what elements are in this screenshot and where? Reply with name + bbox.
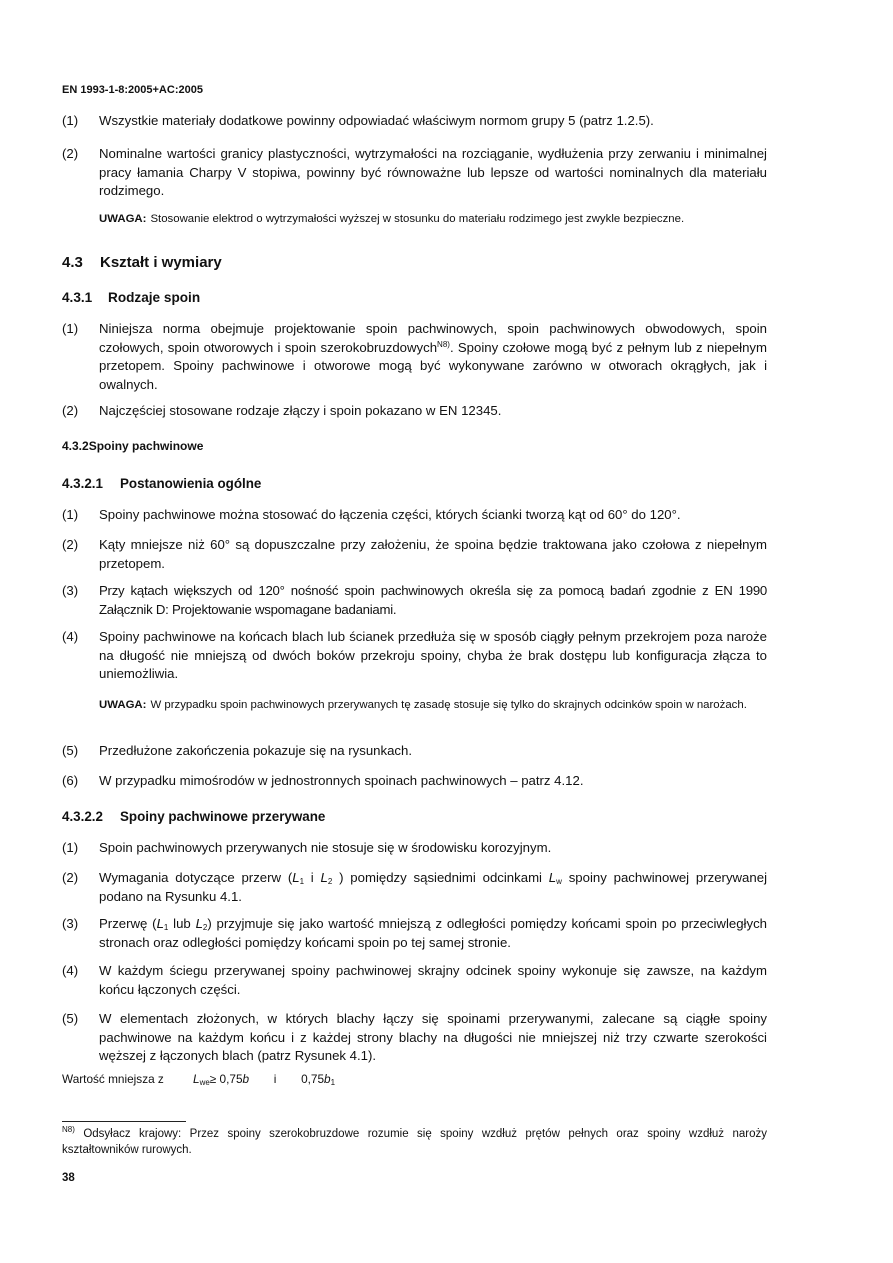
paragraph-number: (3) <box>62 583 79 598</box>
section-title: Kształt i wymiary <box>100 254 222 271</box>
page-number: 38 <box>62 1172 75 1184</box>
section-heading-4-3-1 <box>62 290 200 305</box>
paragraph-text: Nominalne wartości granicy plastyczności, wytrzymałości na rozciąganie, wydłużenia przy zerwaniu i minimalnej pracy łamania Charpy V stopiwa, powinny być równoważne lub lepsze od wartości nominalnych dla materiału rodzimego. <box>99 146 767 199</box>
paragraph-number: (4) <box>62 963 79 978</box>
formula-line <box>62 1072 335 1086</box>
paragraph-d5 <box>62 1010 767 1066</box>
document-header: EN 1993-1-8:2005+AC:2005 <box>62 84 203 96</box>
paragraph-text: Spoiny pachwinowe można stosować do łączenia części, których ścianki tworzą kąt od 60° do 120°. <box>99 507 681 522</box>
paragraph-d1 <box>62 839 767 858</box>
paragraph-b1 <box>62 320 767 394</box>
paragraph-a2 <box>62 145 767 201</box>
paragraph-d3 <box>62 915 767 952</box>
paragraph-text: Najczęściej stosowane rodzaje złączy i spoin pokazano w EN 12345. <box>99 403 502 418</box>
paragraph-text: Spoin pachwinowych przerywanych nie stosuje się w środowisku korozyjnym. <box>99 840 552 855</box>
section-heading-4-3 <box>62 254 222 271</box>
section-number: 4.3.2.1 <box>62 476 103 491</box>
paragraph-c2 <box>62 536 767 573</box>
section-number: 4.3 <box>62 254 83 271</box>
section-title: Spoiny pachwinowe przerywane <box>120 809 326 824</box>
paragraph-d2 <box>62 869 767 906</box>
note-text: W przypadku spoin pachwinowych przerywanych tę zasadę stosuje się tylko do skrajnych odcinków spoin w narożach. <box>150 699 747 711</box>
footnote-divider <box>62 1121 186 1122</box>
paragraph-text: Spoiny pachwinowe na końcach blach lub ścianek przedłuża się w sposób ciągły pełnym przekrojem poza naroże na długość nie mniejszą od dwóch boków przekroju spoiny, chyba że brak dostępu lub konfiguracja złącza to uniemożliwia. <box>99 629 767 682</box>
section-title: Postanowienia ogólne <box>120 476 262 491</box>
paragraph-text: Przedłużone zakończenia pokazuje się na rysunkach. <box>99 743 413 758</box>
paragraph-text: Wymagania dotyczące przerw ($L_1$ i $L_2$ ) pomiędzy sąsiednimi odcinkami $L_w$ spoiny pachwinowej przerywanej podano na Rysunku 4.1. <box>99 870 767 904</box>
paragraph-number: (1) <box>62 113 79 128</box>
paragraph-text: Niniejsza norma obejmuje projektowanie spoin pachwinowych, spoin pachwinowych obwodowych, spoin czołowych, spoin otworowych i spoin szerokobruzdowych$^{N8)}$. Spoiny czołowe mogą być z pełnym lub z niepełnym przetopem. Spoiny pachwinowe i otworowe mogą być wykonywane zarówno w otworach okrągłych, jak i owalnych. <box>99 321 767 392</box>
formula-expression-2: $0,75b_1$ <box>301 1072 336 1087</box>
paragraph-number: (5) <box>62 1011 79 1026</box>
footnote-ref: N8) <box>437 339 450 349</box>
note-1 <box>99 211 767 228</box>
paragraph-b2 <box>62 402 767 421</box>
paragraph-text: W elementach złożonych, w których blachy łączy się spoinami przerywanymi, zalecane są ciągłe spoiny pachwinowe na każdym końcu i z każdej strony blachy na długości nie mniejszej niż trzy czwarte szerokości węższej z łączonych blach (patrz Rysunek 4.1). <box>99 1011 767 1064</box>
paragraph-number: (2) <box>62 537 79 552</box>
note-label: UWAGA: <box>99 699 147 711</box>
formula-lead: Wartość mniejsza z <box>62 1072 164 1086</box>
note-label: UWAGA: <box>99 213 147 225</box>
section-heading-4-3-2-1 <box>62 476 261 491</box>
section-number: 4.3.2 <box>62 439 89 453</box>
footnote-text: Odsyłacz krajowy: Przez spoiny szerokobruzdowe rozumie się spoiny wzdłuż prętów pełnych oraz spoiny wzdłuż naroży kształtowników rurowych. <box>62 1128 767 1156</box>
paragraph-a1 <box>62 112 767 131</box>
paragraph-number: (4) <box>62 629 79 644</box>
formula-expression: $L_{we}\ge 0,75b$ <box>193 1072 250 1087</box>
paragraph-d4 <box>62 962 767 999</box>
section-number: 4.3.1 <box>62 290 93 305</box>
paragraph-number: (1) <box>62 507 79 522</box>
section-heading-4-3-2 <box>62 439 203 453</box>
paragraph-c1 <box>62 506 767 525</box>
paragraph-number: (3) <box>62 916 79 931</box>
paragraph-number: (2) <box>62 146 79 161</box>
paragraph-text: W przypadku mimośrodów w jednostronnych spoinach pachwinowych – patrz 4.12. <box>99 773 584 788</box>
paragraph-number: (2) <box>62 403 79 418</box>
paragraph-c6 <box>62 772 767 791</box>
paragraph-c4 <box>62 628 767 684</box>
paragraph-number: (5) <box>62 743 79 758</box>
section-number: 4.3.2.2 <box>62 809 103 824</box>
footnote-marker: N8) <box>62 1125 75 1134</box>
note-text: Stosowanie elektrod o wytrzymałości wyższej w stosunku do materiału rodzimego jest zwykle bezpieczne. <box>150 213 685 225</box>
paragraph-c3 <box>62 582 767 619</box>
paragraph-text: W każdym ściegu przerywanej spoiny pachwinowej skrajny odcinek spoiny wykonuje się zawsze, na każdym końcu łączonych części. <box>99 963 767 997</box>
paragraph-text: Kąty mniejsze niż 60° są dopuszczalne przy założeniu, że spoina będzie traktowana jako czołowa z niepełnym przetopem. <box>99 537 767 571</box>
formula-and: i <box>273 1072 277 1086</box>
section-title: Spoiny pachwinowe <box>88 439 204 453</box>
paragraph-number: (2) <box>62 870 79 885</box>
paragraph-number: (1) <box>62 321 79 336</box>
section-title: Rodzaje spoin <box>108 290 201 305</box>
note-2 <box>99 697 767 714</box>
paragraph-number: (1) <box>62 840 79 855</box>
paragraph-number: (6) <box>62 773 79 788</box>
paragraph-c5 <box>62 742 767 761</box>
section-heading-4-3-2-2 <box>62 809 325 824</box>
paragraph-text: Przerwę ($L_1$ lub $L_2$) przyjmuje się jako wartość mniejszą z odległości pomiędzy końcami spoin po przeciwległych stronach oraz odległości pomiędzy końcami spoin po tej samej stronie. <box>99 916 767 950</box>
paragraph-text: Wszystkie materiały dodatkowe powinny odpowiadać właściwym normom grupy 5 (patrz 1.2.5). <box>99 113 654 128</box>
footnote <box>62 1126 767 1158</box>
paragraph-text: Przy kątach większych od 120° nośność spoin pachwinowych określa się za pomocą badań zgodnie z EN 1990 Załącznik D: Projektowanie wspomagane badaniami. <box>99 583 767 617</box>
